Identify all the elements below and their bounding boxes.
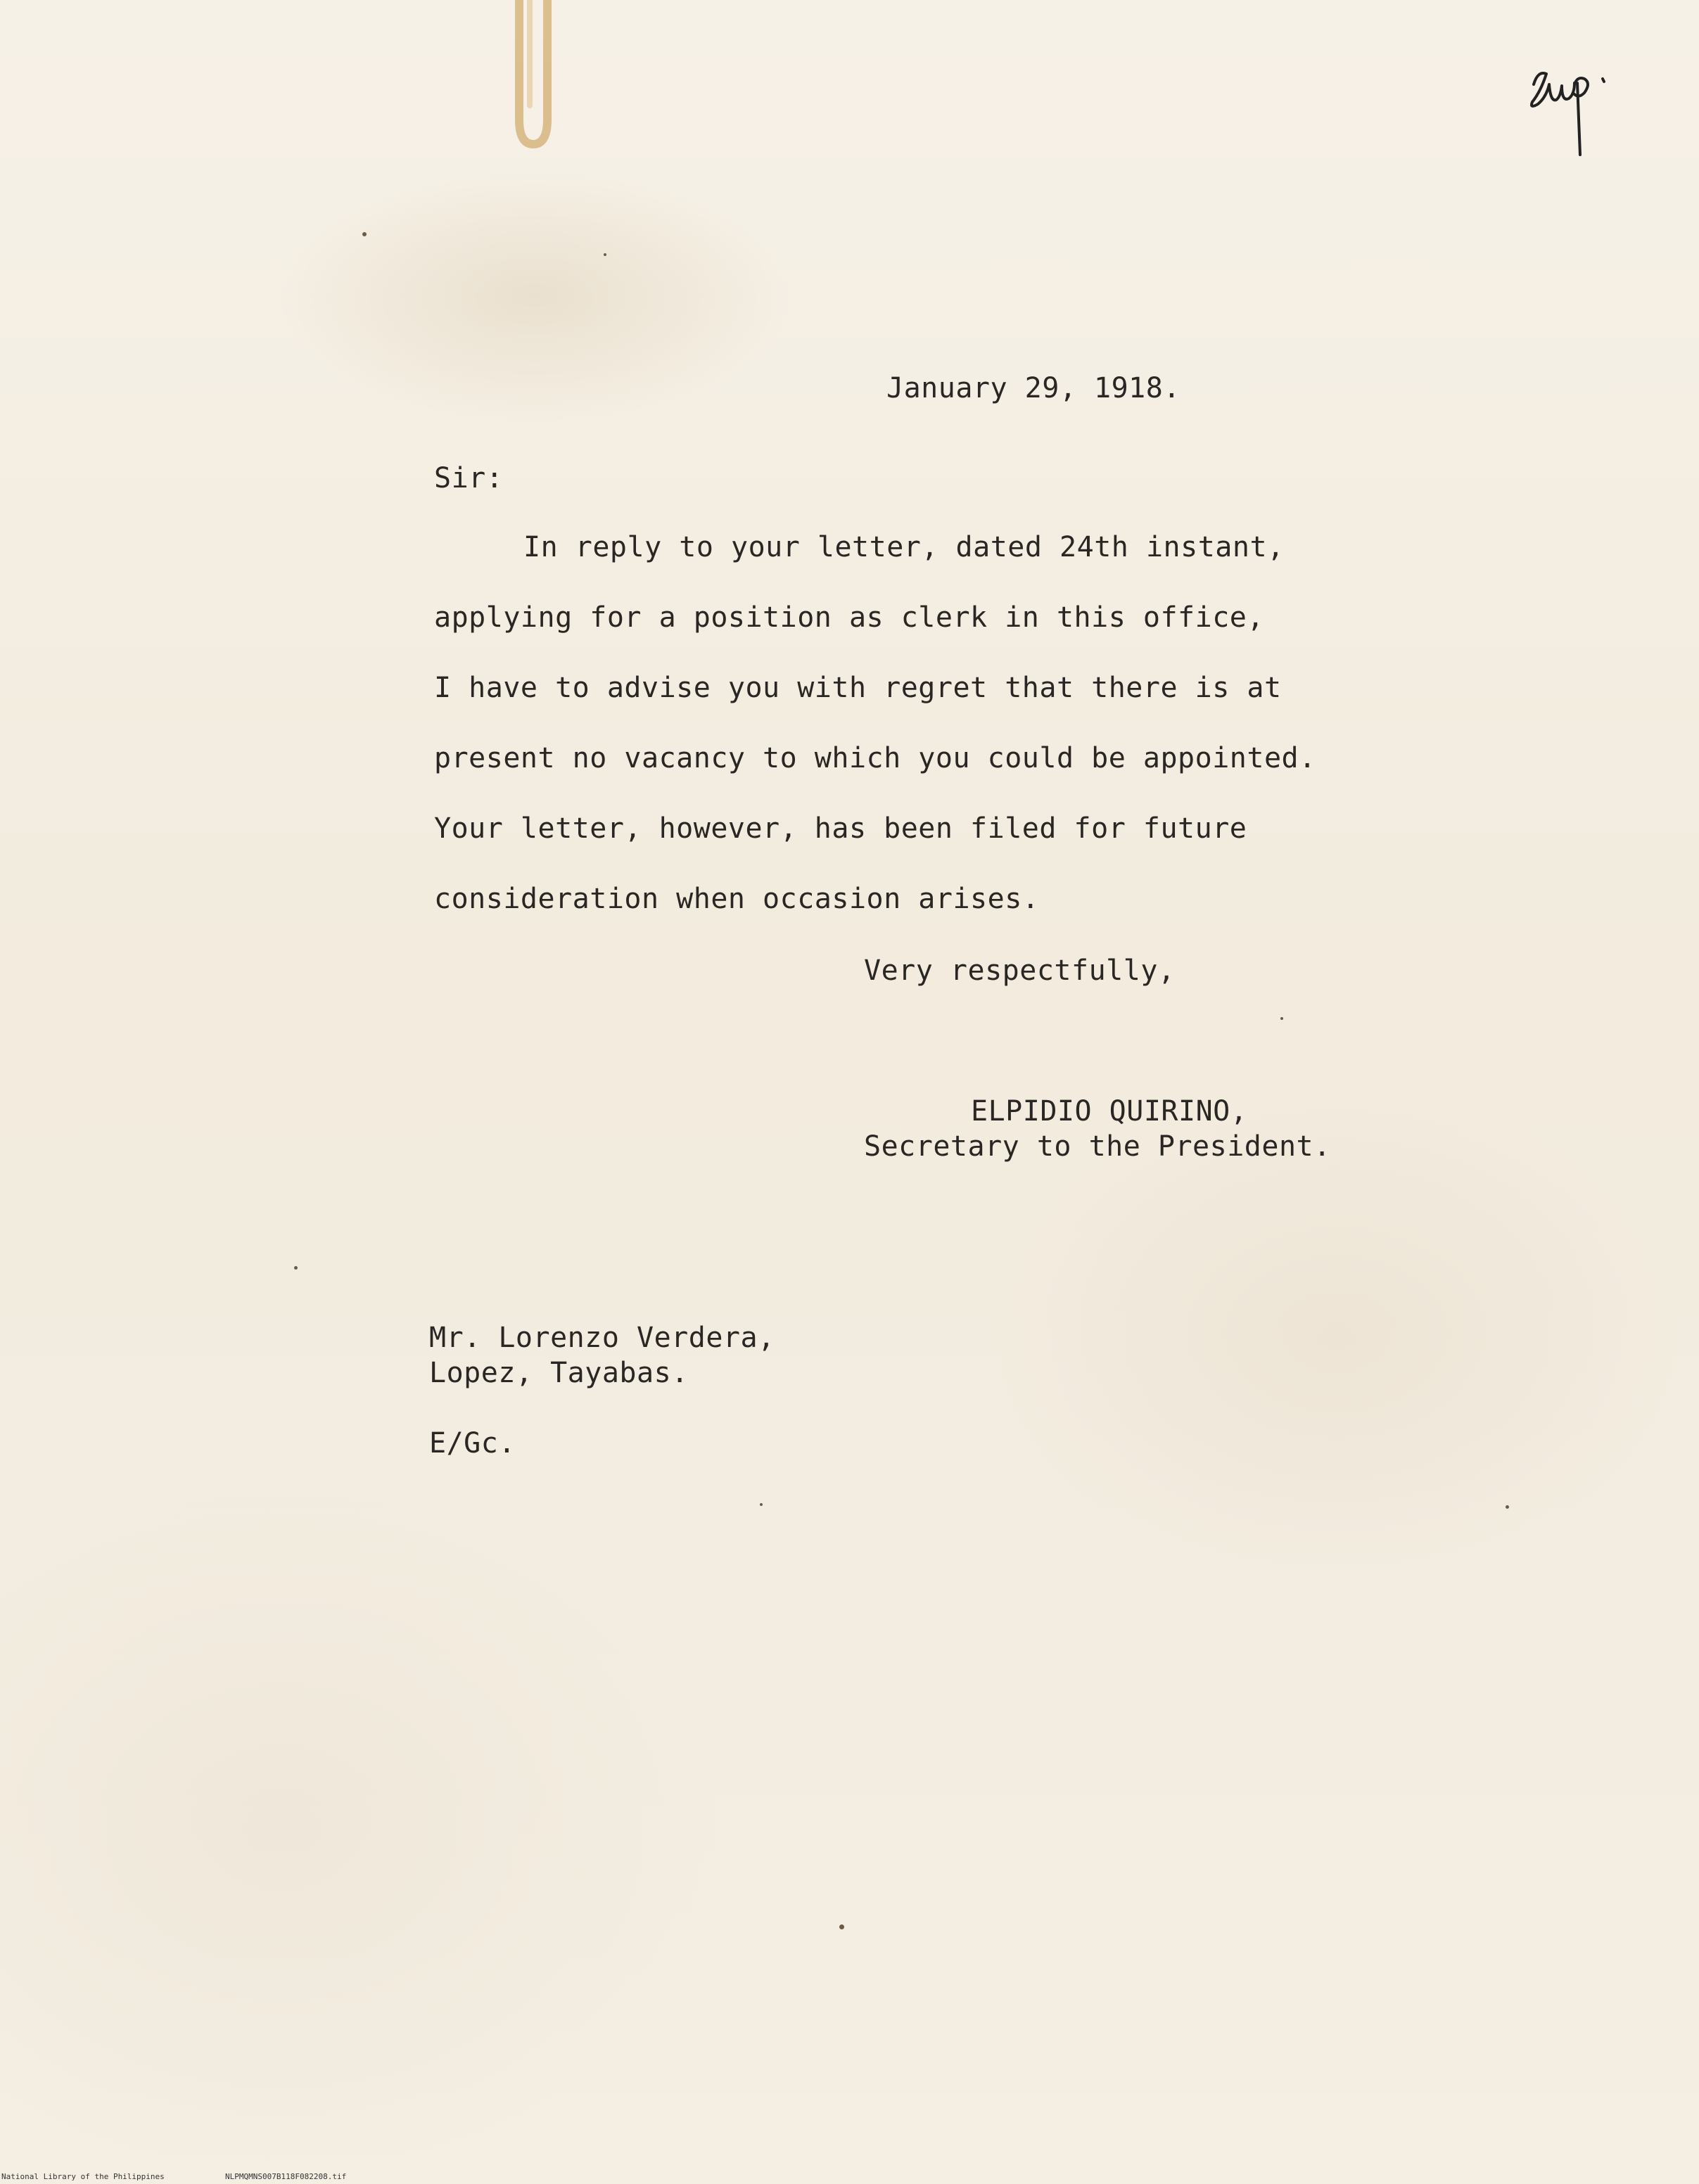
letter-body-line: consideration when occasion arises.: [434, 883, 1040, 915]
footer-filename: NLPMQMNS007B118F082208.tif: [225, 2172, 347, 2181]
recipient-name: Mr. Lorenzo Verdera,: [429, 1322, 775, 1354]
letter-body-line: Your letter, however, has been filed for future: [434, 812, 1247, 845]
letter-body-line: applying for a position as clerk in this office,: [434, 601, 1264, 634]
signatory-name: ELPIDIO QUIRINO,: [971, 1095, 1248, 1128]
footer-source: National Library of the Philippines: [1, 2172, 165, 2181]
paper-speck: [362, 232, 367, 236]
typist-initials: E/Gc.: [429, 1427, 516, 1460]
paper-speck: [604, 253, 606, 256]
paper-speck: [1506, 1505, 1509, 1509]
paperclip-stain: [505, 0, 554, 155]
letter-body-line: I have to advise you with regret that there is at: [434, 672, 1282, 704]
letter-salutation: Sir:: [434, 462, 504, 494]
paper-speck: [760, 1503, 763, 1506]
signatory-title: Secretary to the President.: [864, 1130, 1331, 1163]
letter-body-line: In reply to your letter, dated 24th instant,: [523, 531, 1285, 563]
paper-speck: [1280, 1017, 1283, 1020]
handwritten-annotation: [1525, 42, 1617, 162]
paper-speck: [839, 1924, 844, 1929]
paper-speck: [294, 1266, 298, 1270]
letter-body-line: present no vacancy to which you could be appointed.: [434, 742, 1316, 774]
recipient-address: Lopez, Tayabas.: [429, 1357, 689, 1389]
letter-closing: Very respectfully,: [864, 954, 1176, 987]
letter-date: January 29, 1918.: [886, 372, 1181, 404]
